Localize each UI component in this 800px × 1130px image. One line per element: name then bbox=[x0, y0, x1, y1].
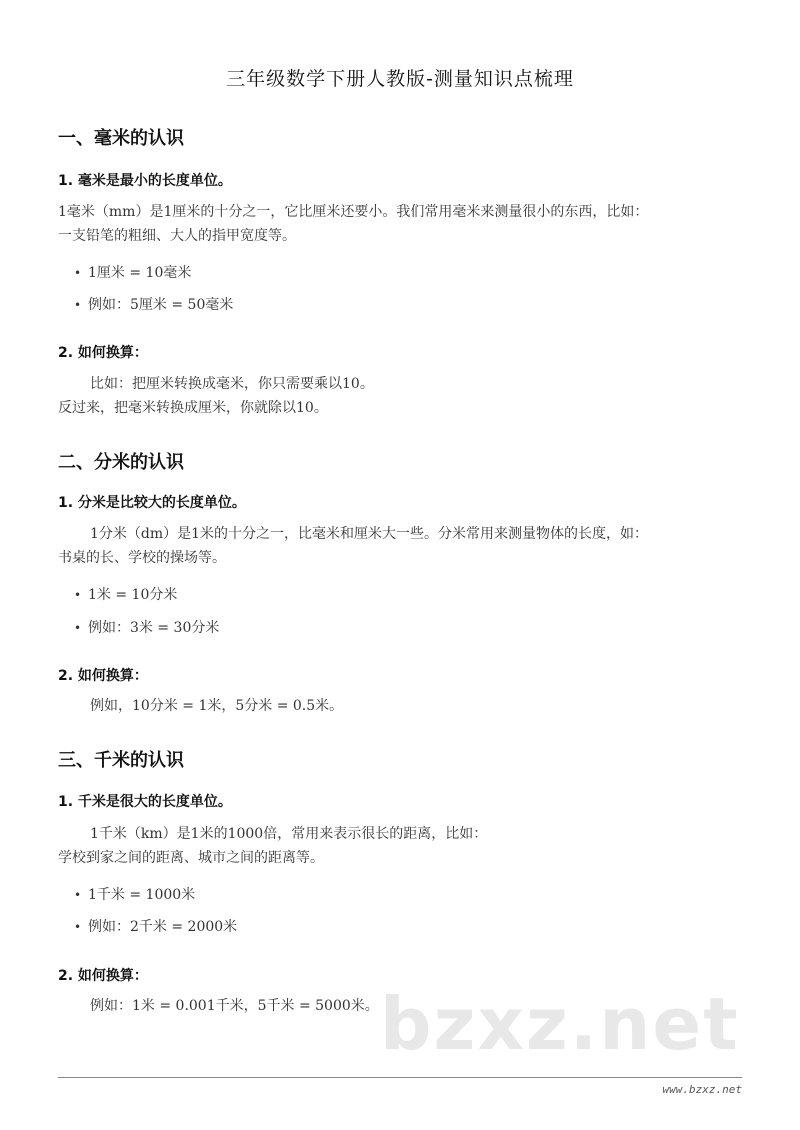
paragraph-line: 1千米（km）是1米的1000倍，常用来表示很长的距离，比如： bbox=[90, 826, 488, 842]
section-heading: 二、分米的认识 bbox=[58, 452, 184, 473]
section-heading: 三、千米的认识 bbox=[58, 750, 184, 771]
page-title: 三年级数学下册人教版-测量知识点梳理 bbox=[226, 68, 574, 90]
list-item: • 例如：2千米 = 2000米 bbox=[74, 919, 238, 935]
list-item: • 例如：3米 = 30分米 bbox=[74, 620, 220, 636]
list-item: • 1千米 = 1000米 bbox=[74, 887, 196, 903]
bullet-icon: • bbox=[74, 621, 82, 635]
subsection-heading: 2. 如何换算： bbox=[58, 668, 148, 684]
list-item: • 1厘米 = 10毫米 bbox=[74, 265, 192, 281]
subsection-heading: 1. 毫米是最小的长度单位。 bbox=[58, 173, 232, 189]
subsection-heading: 2. 如何换算： bbox=[58, 345, 148, 361]
bullet-icon: • bbox=[74, 298, 82, 312]
section-heading: 一、毫米的认识 bbox=[58, 128, 184, 149]
footer-url: www.bzxz.net bbox=[662, 1083, 742, 1096]
subsection-heading: 1. 千米是很大的长度单位。 bbox=[58, 794, 232, 810]
bullet-icon: • bbox=[74, 920, 82, 934]
paragraph-line: 书桌的长、学校的操场等。 bbox=[58, 550, 226, 566]
paragraph-line: 比如：把厘米转换成毫米，你只需要乘以10。 bbox=[90, 376, 374, 392]
footer-divider bbox=[58, 1077, 742, 1078]
paragraph-line: 例如：1米 = 0.001千米，5千米 = 5000米。 bbox=[90, 998, 379, 1014]
bullet-icon: • bbox=[74, 888, 82, 902]
list-item: • 例如：5厘米 = 50毫米 bbox=[74, 297, 234, 313]
paragraph-line: 学校到家之间的距离、城市之间的距离等。 bbox=[58, 850, 324, 866]
watermark: bzxz.net bbox=[380, 982, 740, 1066]
paragraph-line: 一支铅笔的粗细、大人的指甲宽度等。 bbox=[58, 228, 296, 244]
list-item: • 1米 = 10分米 bbox=[74, 587, 178, 603]
subsection-heading: 2. 如何换算： bbox=[58, 968, 148, 984]
paragraph-line: 1分米（dm）是1米的十分之一，比毫米和厘米大一些。分米常用来测量物体的长度，如： bbox=[90, 526, 649, 542]
bullet-icon: • bbox=[74, 266, 82, 280]
subsection-heading: 1. 分米是比较大的长度单位。 bbox=[58, 495, 246, 511]
paragraph-line: 1毫米（mm）是1厘米的十分之一，它比厘米还要小。我们常用毫米来测量很小的东西，比如： bbox=[58, 204, 649, 220]
paragraph-line: 反过来，把毫米转换成厘米，你就除以10。 bbox=[58, 400, 328, 416]
bullet-icon: • bbox=[74, 588, 82, 602]
paragraph-line: 例如，10分米 = 1米，5分米 = 0.5米。 bbox=[90, 698, 344, 714]
